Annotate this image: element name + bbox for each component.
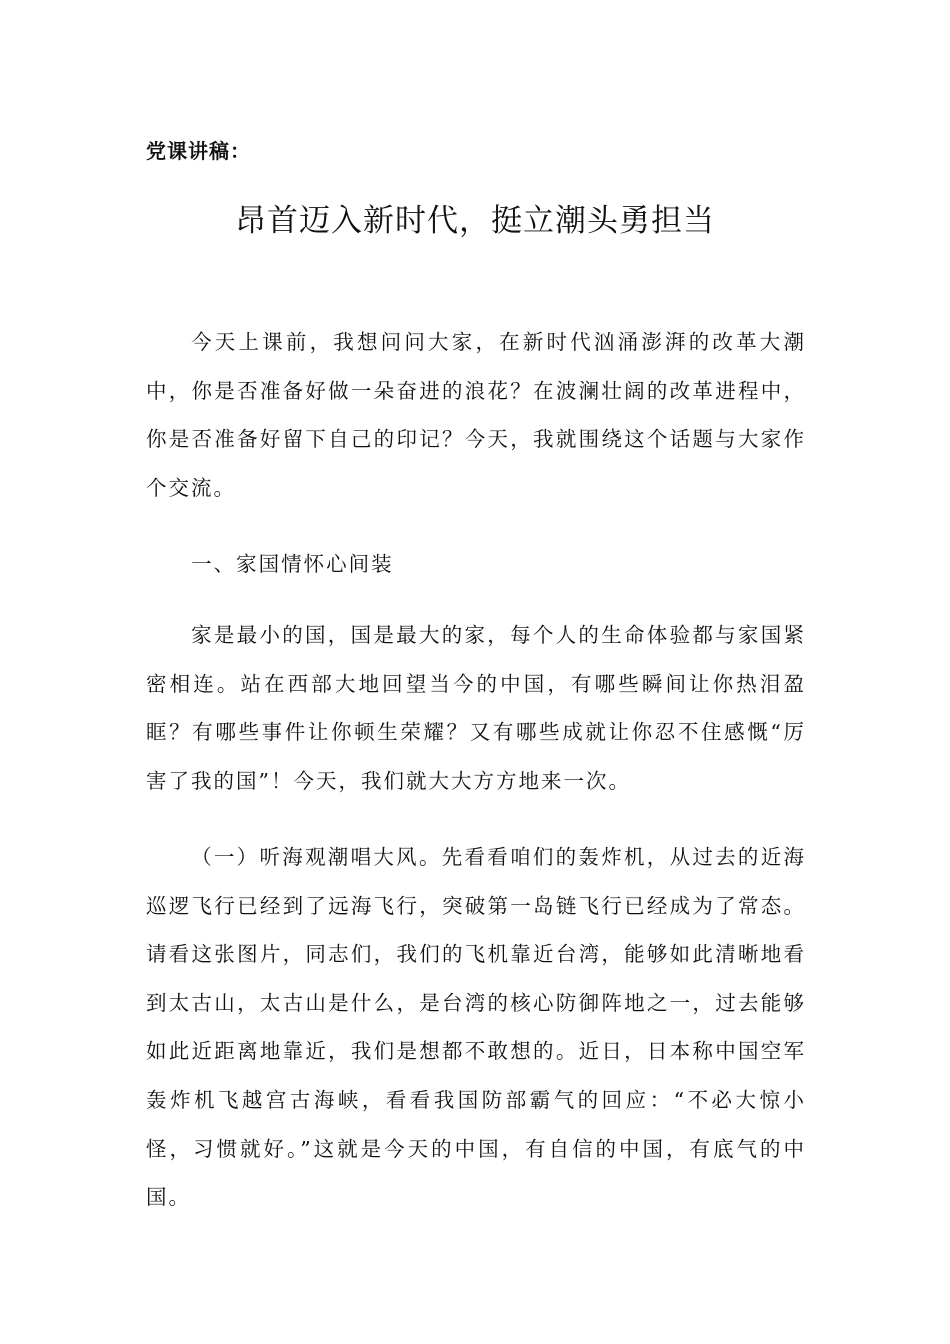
paragraph-2: 家是最小的国，国是最大的家，每个人的生命体验都与家国紧密相连。站在西部大地回望当今的中国，有哪些瞬间让你热泪盈眶？有哪些事件让你顿生荣耀？又有哪些成就让你忍不住感慨“厉害了我的国”！今天，我们就大大方方地来一次。 xyxy=(146,623,806,793)
paragraph-3: （一）听海观潮唱大风。先看看咱们的轰炸机，从过去的近海巡逻飞行已经到了远海飞行，突破第一岛链飞行已经成为了常态。请看这张图片，同志们，我们的飞机靠近台湾，能够如此清晰地看到太古山，太古山是什么，是台湾的核心防御阵地之一，过去能够如此近距离地靠近，我们是想都不敢想的。近日，日本称中国空军轰炸机飞越宫古海峡，看看我国防部霸气的回应：“不必大惊小怪，习惯就好。”这就是今天的中国，有自信的中国，有底气的中国。 xyxy=(146,845,806,1210)
section-heading-1: 一、家国情怀心间装 xyxy=(191,552,394,576)
paragraph-intro: 今天上课前，我想问问大家，在新时代汹涌澎湃的改革大潮中，你是否准备好做一朵奋进的浪花？在波澜壮阔的改革进程中，你是否准备好留下自己的印记？今天，我就围绕这个话题与大家作个交流。 xyxy=(146,330,806,500)
document-title: 昂首迈入新时代，挺立潮头勇担当 xyxy=(235,203,715,239)
document-label: 党课讲稿： xyxy=(146,139,251,163)
